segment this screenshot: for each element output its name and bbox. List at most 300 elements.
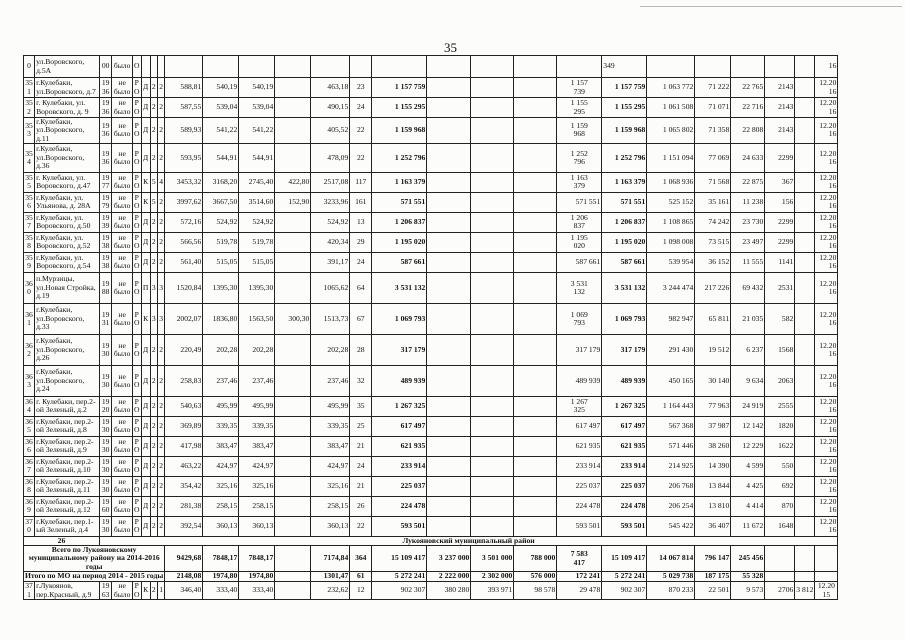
year3-cell xyxy=(514,252,557,272)
unit-cost-cell: 2555 xyxy=(765,396,795,416)
fund-value xyxy=(557,396,602,416)
year3-cell xyxy=(514,192,557,212)
max-cost-cell xyxy=(795,232,815,252)
table-row xyxy=(24,192,838,212)
table-row xyxy=(24,516,838,536)
wall-type-cell: Д xyxy=(141,456,150,476)
condition-top: не xyxy=(118,193,126,203)
row-number xyxy=(24,212,35,232)
deadline xyxy=(815,272,838,303)
owned-cell: 490,15 xyxy=(311,98,350,118)
table-row xyxy=(24,118,838,144)
wall-type-cell: К xyxy=(141,582,150,600)
cost-cell: 1 159 968 xyxy=(372,118,427,144)
material xyxy=(132,396,141,416)
row-number-bottom: 1 xyxy=(27,86,31,96)
condition-top: не xyxy=(118,477,126,487)
address-cell: г.Кулебаки, ул.Воровского, д.7 xyxy=(35,78,100,98)
unit-cost-cell: 1648 xyxy=(765,516,795,536)
condition-bottom: было xyxy=(113,485,131,495)
entrances-cell: 2 xyxy=(157,143,164,172)
local-cell: 22 716 xyxy=(731,98,765,118)
condition-bottom: было xyxy=(113,261,131,271)
year2-cell xyxy=(471,192,514,212)
floors-cell: 2 xyxy=(150,476,157,496)
local-cell: 23 497 xyxy=(731,232,765,252)
non-residential-cell xyxy=(275,396,311,416)
year1-cell xyxy=(427,192,471,212)
year-top: 19 xyxy=(101,340,110,350)
entrances-cell: 2 xyxy=(157,476,164,496)
sum-cell: 233 914 xyxy=(602,456,647,476)
residential-cell: 524,92 xyxy=(239,212,275,232)
wall-type-cell: Д xyxy=(141,416,150,436)
row-number-top: 36 xyxy=(25,417,33,427)
unit-cost-cell: 1820 xyxy=(765,416,795,436)
cost-cell: 1 206 837 xyxy=(372,212,427,232)
total-area-cell: 281,38 xyxy=(165,496,203,516)
material-bottom: О xyxy=(134,589,140,599)
entrances-cell: 2 xyxy=(157,396,164,416)
row-number-bottom: 0 xyxy=(27,525,31,535)
deadline-top: 12.20 xyxy=(819,417,837,427)
address-cell: п.Мурзицы, ул.Новая Стройка, д.19 xyxy=(35,272,100,303)
region-cell: 22 501 xyxy=(695,582,731,600)
year1-cell xyxy=(427,143,471,172)
row-number-bottom: 9 xyxy=(27,505,31,515)
deadline-bottom: 16 xyxy=(828,261,837,271)
non-residential-cell xyxy=(275,143,311,172)
material-top: Р xyxy=(134,98,139,108)
cost-cell: 1 069 793 xyxy=(372,303,427,334)
deadline-bottom: 16 xyxy=(828,181,837,191)
unit-cost-cell: 2531 xyxy=(765,272,795,303)
sum-cell: 587 661 xyxy=(602,252,647,272)
material-bottom: О xyxy=(134,445,140,455)
non-residential-cell xyxy=(275,78,311,98)
address-cell: г. Кулебаки, ул. Воровского, д.47 xyxy=(35,172,100,192)
fund-cell: 571 446 xyxy=(647,436,695,456)
non-residential-cell xyxy=(275,232,311,252)
row-number-bottom: 8 xyxy=(27,241,31,251)
max-cost-cell xyxy=(795,98,815,118)
row-number xyxy=(24,456,35,476)
living-area-cell: 3667,50 xyxy=(203,192,239,212)
address-cell: г.Кулебаки, пер.2-ой Зеленый, д.10 xyxy=(35,456,100,476)
material xyxy=(132,516,141,536)
local-cell: 24 919 xyxy=(731,396,765,416)
row-number xyxy=(24,396,35,416)
cost-cell: 489 939 xyxy=(372,365,427,396)
condition-bottom: было xyxy=(113,445,131,455)
local-cell: 21 035 xyxy=(731,303,765,334)
residents-cell: 24 xyxy=(350,98,372,118)
residential-cell: 540,19 xyxy=(239,78,275,98)
entrances-cell: 2 xyxy=(157,496,164,516)
unit-cost-cell: 2299 xyxy=(765,232,795,252)
year-top: 19 xyxy=(101,233,110,243)
local-cell: 4 414 xyxy=(731,496,765,516)
material xyxy=(132,416,141,436)
fund-value-cell: 617 497 xyxy=(557,416,602,436)
year1-cell xyxy=(427,78,471,98)
sum-cell: 224 478 xyxy=(602,496,647,516)
total-region-cell: 796 147 xyxy=(695,546,731,572)
material xyxy=(132,118,141,144)
owned-cell: 1513,73 xyxy=(311,303,350,334)
cost-cell: 233 914 xyxy=(372,456,427,476)
row-number-bottom: 0 xyxy=(27,286,31,296)
condition xyxy=(112,496,132,516)
row-number xyxy=(24,516,35,536)
deadline-top: 12.20 xyxy=(819,213,837,223)
row-number xyxy=(24,252,35,272)
condition-bottom: было xyxy=(113,505,131,515)
year1-cell xyxy=(427,172,471,192)
residential-cell: 544,91 xyxy=(239,143,275,172)
fund-value-bottom: 796 xyxy=(573,156,585,166)
year1-cell xyxy=(427,252,471,272)
year-bottom: 79 xyxy=(101,201,110,211)
year xyxy=(99,78,112,98)
total-area-cell: 1520,84 xyxy=(165,272,203,303)
max-cost-cell xyxy=(795,416,815,436)
year2-cell xyxy=(471,272,514,303)
year3-cell xyxy=(514,496,557,516)
year3-cell xyxy=(514,232,557,252)
total-area-cell: 3453,32 xyxy=(165,172,203,192)
year2-cell xyxy=(471,212,514,232)
year-top: 19 xyxy=(101,417,110,427)
floors-cell: 2 xyxy=(150,334,157,365)
cost-cell: 317 179 xyxy=(372,334,427,365)
fund-value-bottom: 417 xyxy=(573,557,585,567)
year3-cell xyxy=(514,143,557,172)
deadline-top: 12.20 xyxy=(819,309,837,319)
fund-cell: 982 947 xyxy=(647,303,695,334)
unit-cost-cell: 550 xyxy=(765,456,795,476)
deadline-top: 12.20 xyxy=(819,121,837,131)
unit-cost-cell: 692 xyxy=(765,476,795,496)
fund-cell: 450 165 xyxy=(647,365,695,396)
table-row xyxy=(24,416,838,436)
deadline xyxy=(815,516,838,536)
cost-cell: 621 935 xyxy=(372,436,427,456)
region-cell: 30 140 xyxy=(695,365,731,396)
floors-cell: 2 xyxy=(150,456,157,476)
fund-cell: 1 061 508 xyxy=(647,98,695,118)
material-top: Р xyxy=(134,457,139,467)
residential-cell: 325,16 xyxy=(239,476,275,496)
living-area-cell: 515,05 xyxy=(203,252,239,272)
cost-cell: 1 252 796 xyxy=(372,143,427,172)
non-residential-cell xyxy=(275,496,311,516)
deadline-bottom: 16 xyxy=(828,405,837,415)
year-top: 19 xyxy=(101,193,110,203)
owned-cell: 383,47 xyxy=(311,436,350,456)
address-cell: г.Кулебаки, ул.Воровского, д.26 xyxy=(35,334,100,365)
material-top: Р xyxy=(134,581,139,591)
entrances-cell: 2 xyxy=(157,78,164,98)
section-number: 26 xyxy=(24,536,100,545)
total-area-cell: 593,95 xyxy=(165,143,203,172)
local-cell: 11 238 xyxy=(731,192,765,212)
total-area-cell: 3997,62 xyxy=(165,192,203,212)
year-top: 19 xyxy=(101,278,110,288)
non-residential-cell xyxy=(275,456,311,476)
condition-top: не xyxy=(118,517,126,527)
fund-value-cell: 593 501 xyxy=(557,516,602,536)
deadline xyxy=(815,396,838,416)
material-bottom: О xyxy=(134,465,140,475)
total-year2-cell: 2 302 000 xyxy=(471,572,514,582)
year xyxy=(99,192,112,212)
year1-cell xyxy=(427,118,471,144)
row-number xyxy=(24,232,35,252)
floors-cell: 2 xyxy=(150,582,157,600)
material-top: Р xyxy=(134,173,139,183)
residents-cell: 25 xyxy=(350,416,372,436)
residents-cell: 64 xyxy=(350,272,372,303)
year-bottom: 30 xyxy=(101,485,110,495)
living-area-cell: 519,78 xyxy=(203,232,239,252)
address-cell: г.Кулебаки, пер.2-ой Зеленый, д.9 xyxy=(35,436,100,456)
region-cell: 71 358 xyxy=(695,118,731,144)
condition-bottom: было xyxy=(113,129,131,139)
year xyxy=(99,416,112,436)
non-residential-cell xyxy=(275,334,311,365)
deadline-top: 12.20 xyxy=(819,437,837,447)
deadline-cell: 16 xyxy=(815,56,838,78)
total-area-cell: 354,42 xyxy=(165,476,203,496)
address-cell: г.Кулебаки, ул.Воровского, д.11 xyxy=(35,118,100,144)
condition-bottom: было xyxy=(113,221,131,231)
year1-cell xyxy=(427,334,471,365)
table-row xyxy=(24,334,838,365)
fund-cell: 1 068 936 xyxy=(647,172,695,192)
row-number xyxy=(24,78,35,98)
row-number-top: 36 xyxy=(25,371,33,381)
fund-value-cell: 172 241 xyxy=(557,572,602,582)
local-cell: 11 672 xyxy=(731,516,765,536)
address-cell: г.Кулебаки, ул.Воровского, д.33 xyxy=(35,303,100,334)
fund-value-bottom: 837 xyxy=(573,221,585,231)
material-top: Р xyxy=(134,517,139,527)
row-number-top: 35 xyxy=(25,98,33,108)
total-area-cell: 258,83 xyxy=(165,365,203,396)
wall-type-cell: Д xyxy=(141,476,150,496)
row-number-bottom: 3 xyxy=(27,129,31,139)
region-cell: 65 811 xyxy=(695,303,731,334)
address-cell: г.Кулебаки, пер.2-ой Зеленый, д.11 xyxy=(35,476,100,496)
year3-cell: 98 578 xyxy=(514,582,557,600)
condition xyxy=(112,516,132,536)
cost-cell: 617 497 xyxy=(372,416,427,436)
year2-cell xyxy=(471,143,514,172)
deadline-bottom: 16 xyxy=(828,505,837,515)
condition-bottom: было xyxy=(113,425,131,435)
region-cell: 77 069 xyxy=(695,143,731,172)
row-number-bottom: 5 xyxy=(27,425,31,435)
fund-cell: 1 151 094 xyxy=(647,143,695,172)
sum-cell: 225 037 xyxy=(602,476,647,496)
deadline-top: 12.20 xyxy=(819,477,837,487)
material xyxy=(132,252,141,272)
entrances-cell: 2 xyxy=(157,516,164,536)
condition-top: не xyxy=(118,173,126,183)
total-cost-cell: 5 272 241 xyxy=(372,572,427,582)
wall-type-cell: Д xyxy=(141,212,150,232)
owned-cell: 1065,62 xyxy=(311,272,350,303)
condition-top: не xyxy=(118,253,126,263)
fund-cell: 1 098 008 xyxy=(647,232,695,252)
material-bottom: О xyxy=(134,425,140,435)
year-bottom: 77 xyxy=(101,181,110,191)
material-bottom: О xyxy=(134,525,140,535)
row-number-bottom: 7 xyxy=(27,465,31,475)
material-top: Р xyxy=(134,397,139,407)
sum-cell: 1 206 837 xyxy=(602,212,647,232)
fund-cell: 1 065 802 xyxy=(647,118,695,144)
table-row xyxy=(24,365,838,396)
address-cell: г. Кулебаки, ул. Воровского, д. 9 xyxy=(35,98,100,118)
total-area-cell: 2148,08 xyxy=(165,572,203,582)
max-cost-cell xyxy=(795,456,815,476)
wall-type-cell: Д xyxy=(141,496,150,516)
year-top: 19 xyxy=(101,371,110,381)
residential-cell: 495,99 xyxy=(239,396,275,416)
local-cell: 22 765 xyxy=(731,78,765,98)
row-number-bottom: 7 xyxy=(27,221,31,231)
material xyxy=(132,212,141,232)
residents-cell: 28 xyxy=(350,334,372,365)
region-cell: 217 226 xyxy=(695,272,731,303)
row-number xyxy=(24,98,35,118)
max-cost-cell xyxy=(795,192,815,212)
fund-value-top: 1 267 xyxy=(570,397,588,407)
district-total-label: Всего по Лукояновскому муниципальному району на 2014-2016 годы xyxy=(24,546,165,572)
unit-cost-cell: 1622 xyxy=(765,436,795,456)
fund-cell: 545 422 xyxy=(647,516,695,536)
material-top: Р xyxy=(134,417,139,427)
condition-bottom: было xyxy=(113,201,131,211)
entrances-cell: 3 xyxy=(157,272,164,303)
row-number: 0 xyxy=(24,56,35,78)
year-top: 19 xyxy=(101,98,110,108)
address-cell: г.Кулебаки, ул. Воровского, д.54 xyxy=(35,252,100,272)
year1-cell xyxy=(427,212,471,232)
non-residential-cell xyxy=(275,516,311,536)
floors-cell: 2 xyxy=(150,232,157,252)
condition xyxy=(112,192,132,212)
wall-type-cell: К xyxy=(141,192,150,212)
unit-cost-cell: 156 xyxy=(765,192,795,212)
row-number-top: 35 xyxy=(25,233,33,243)
non-residential-cell xyxy=(275,272,311,303)
row-number-top: 36 xyxy=(25,477,33,487)
material-bottom: О xyxy=(134,286,140,296)
residential-cell: 333,40 xyxy=(239,582,275,600)
fund-value-top: 1 163 xyxy=(570,173,588,183)
table-row xyxy=(24,582,838,600)
fund-cell: 539 954 xyxy=(647,252,695,272)
condition-top: не xyxy=(118,371,126,381)
fund-value xyxy=(557,303,602,334)
condition-bottom: было xyxy=(113,86,131,96)
row-number-top: 35 xyxy=(25,78,33,88)
deadline-bottom: 16 xyxy=(828,86,837,96)
unit-cost-cell: 582 xyxy=(765,303,795,334)
condition-bottom: было xyxy=(113,181,131,191)
year-bottom: 38 xyxy=(101,261,110,271)
year3-cell xyxy=(514,516,557,536)
year-top: 19 xyxy=(101,213,110,223)
local-cell: 6 237 xyxy=(731,334,765,365)
non-residential-cell xyxy=(275,98,311,118)
condition-bottom: было xyxy=(113,379,131,389)
year-top: 19 xyxy=(101,497,110,507)
non-residential-cell: 300,30 xyxy=(275,303,311,334)
unit-cost-cell: 2063 xyxy=(765,365,795,396)
fund-cell: 870 233 xyxy=(647,582,695,600)
year-bottom: 36 xyxy=(101,86,110,96)
owned-cell: 463,18 xyxy=(311,78,350,98)
max-cost-cell xyxy=(795,476,815,496)
year3-cell xyxy=(514,78,557,98)
total-area-cell: 572,16 xyxy=(165,212,203,232)
table-row xyxy=(24,456,838,476)
table-row xyxy=(24,143,838,172)
year2-cell: 393 971 xyxy=(471,582,514,600)
non-residential-cell xyxy=(275,212,311,232)
row-number xyxy=(24,192,35,212)
condition xyxy=(112,252,132,272)
residential-cell: 539,04 xyxy=(239,98,275,118)
year-bottom: 30 xyxy=(101,465,110,475)
fund-value-bottom: 739 xyxy=(573,86,585,96)
condition xyxy=(112,172,132,192)
year-bottom: 36 xyxy=(101,106,110,116)
total-area-cell: 589,93 xyxy=(165,118,203,144)
table-row xyxy=(24,396,838,416)
housing-repair-table xyxy=(23,55,838,600)
wall-type-cell: П xyxy=(141,272,150,303)
entrances-cell: 2 xyxy=(157,416,164,436)
wall-type-cell: Д xyxy=(141,78,150,98)
year2-cell xyxy=(471,172,514,192)
total-year3-cell: 576 000 xyxy=(514,572,557,582)
non-residential-cell xyxy=(275,416,311,436)
entrances-cell: 2 xyxy=(157,192,164,212)
owned-cell: 237,46 xyxy=(311,365,350,396)
fund-value-cell: 317 179 xyxy=(557,334,602,365)
year3-cell xyxy=(514,365,557,396)
year2-cell xyxy=(471,232,514,252)
deadline-top: 12.20 xyxy=(819,397,837,407)
row-number-bottom: 5 xyxy=(27,181,31,191)
condition-top: не xyxy=(118,497,126,507)
row-number xyxy=(24,365,35,396)
year xyxy=(99,303,112,334)
floors-cell: 2 xyxy=(150,78,157,98)
row-number xyxy=(24,118,35,144)
fund-value-bottom: 968 xyxy=(573,129,585,139)
year xyxy=(99,396,112,416)
condition-top: не xyxy=(118,340,126,350)
fund-value-cell: 29 478 xyxy=(557,582,602,600)
year-top: 19 xyxy=(101,437,110,447)
non-residential-cell xyxy=(275,436,311,456)
